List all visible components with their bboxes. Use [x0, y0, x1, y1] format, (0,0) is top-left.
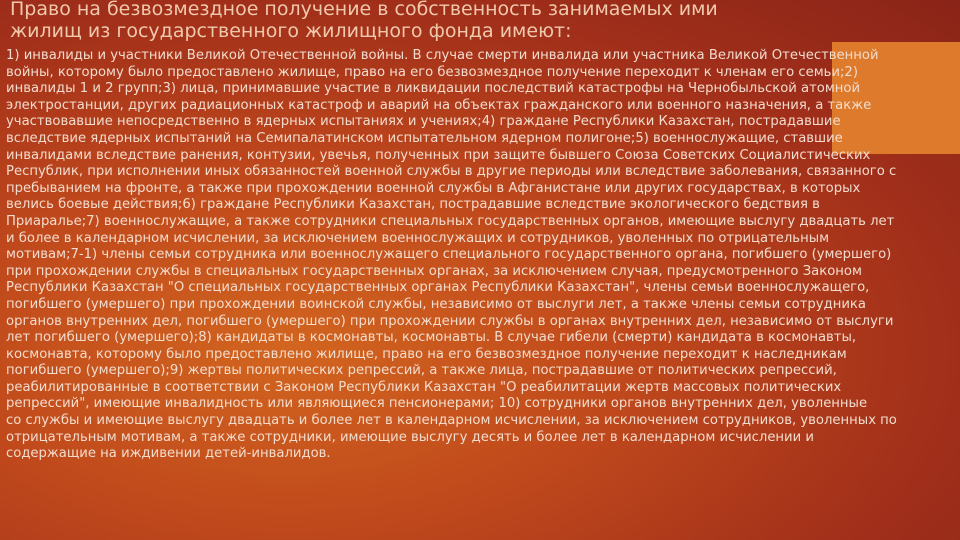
body-line: велись боевые действия;6) граждане Республики Казахстан, пострадавшие вследствие экологического бедствия в	[6, 197, 820, 213]
body-line: лет погибшего (умершего);8) кандидаты в космонавты, космонавты. В случае гибели (смерти) кандидата в космонавты,	[6, 330, 857, 346]
body-line: пребыванием на фронте, а также при прохождении военной службы в Афганистане или других государствах, в которых	[6, 180, 861, 196]
body-line: погибшего (умершего) при прохождении воинской службы, независимо от выслуги лет, а также члены семьи сотрудника	[6, 296, 866, 312]
body-line: участвовавшие непосредственно в ядерных испытаниях и учениях;4) граждане Республики Казахстан, пострадавшие	[6, 114, 841, 130]
body-line: реабилитированные в соответствии с Законом Республики Казахстан "О реабилитации жертв массовых политических	[6, 379, 842, 395]
body-line: космонавта, которому было предоставлено жилище, право на его безвозмездное получение переходит к наследникам	[6, 346, 847, 362]
body-line: инвалиды 1 и 2 групп;3) лица, принимавшие участие в ликвидации последствий катастрофы на Чернобыльской атомной	[6, 81, 861, 97]
body-line: отрицательным мотивам, а также сотрудники, имеющие выслугу десять и более лет в календарном исчислении и	[6, 429, 814, 445]
body-text	[6, 48, 956, 463]
body-line: мотивам;7-1) члены семьи сотрудника или военнослужащего специального государственного органа, погибшего (умершего)	[6, 247, 892, 263]
body-line: Республики Казахстан "О специальных государственных органах Республики Казахстан", члены семьи военнослужащего,	[6, 280, 870, 296]
slide-title	[10, 0, 810, 42]
body-line: органов внутренних дел, погибшего (умершего) при прохождении службы в органах внутренних дел, независимо от выслуги	[6, 313, 894, 329]
body-line: войны, которому было предоставлено жилище, право на его безвозмездное получение переходит к членам его семьи;2)	[6, 64, 858, 80]
title-line-2: жилищ из государственного жилищного фонда имеют:	[10, 20, 572, 42]
body-line: Республик, при исполнении иных обязанностей военной службы в другие периоды или вследствие заболевания, связанного с	[6, 164, 897, 180]
body-line: 1) инвалиды и участники Великой Отечественной войны. В случае смерти инвалида или участника Великой Отечественной	[6, 48, 879, 63]
body-line: и более в календарном исчислении, за исключением военнослужащих и сотрудников, уволенных по отрицательным	[6, 230, 830, 246]
body-line: инвалидами вследствие ранения, контузии, увечья, полученных при защите бывшего Союза Советских Социалистических	[6, 147, 871, 163]
title-line-1: Право на безвозмездное получение в собственность занимаемых ими	[10, 0, 718, 20]
body-line: электростанции, других радиационных катастроф и аварий на объектах гражданского или военного назначения, а также	[6, 97, 872, 113]
body-line: репрессий", имеющие инвалидность или являющиеся пенсионерами; 10) сотрудники органов внутренних дел, уволенные	[6, 396, 868, 412]
body-line: содержащие на иждивении детей-инвалидов.	[6, 446, 331, 462]
body-line: погибшего (умершего);9) жертвы политических репрессий, а также лица, пострадавшие от политических репрессий,	[6, 363, 837, 379]
body-line: вследствие ядерных испытаний на Семипалатинском испытательном ядерном полигоне;5) военнослужащие, ставшие	[6, 130, 843, 146]
body-line: со службы и имеющие выслугу двадцать и более лет в календарном исчислении, за исключением сотрудников, уволенных по	[6, 413, 897, 429]
body-line: Приаралье;7) военнослужащие, а также сотрудники специальных государственных органов, имеющие выслугу двадцать лет	[6, 213, 895, 229]
body-line: при прохождении службы в специальных государственных органах, за исключением случая, предусмотренного Законом	[6, 263, 862, 279]
